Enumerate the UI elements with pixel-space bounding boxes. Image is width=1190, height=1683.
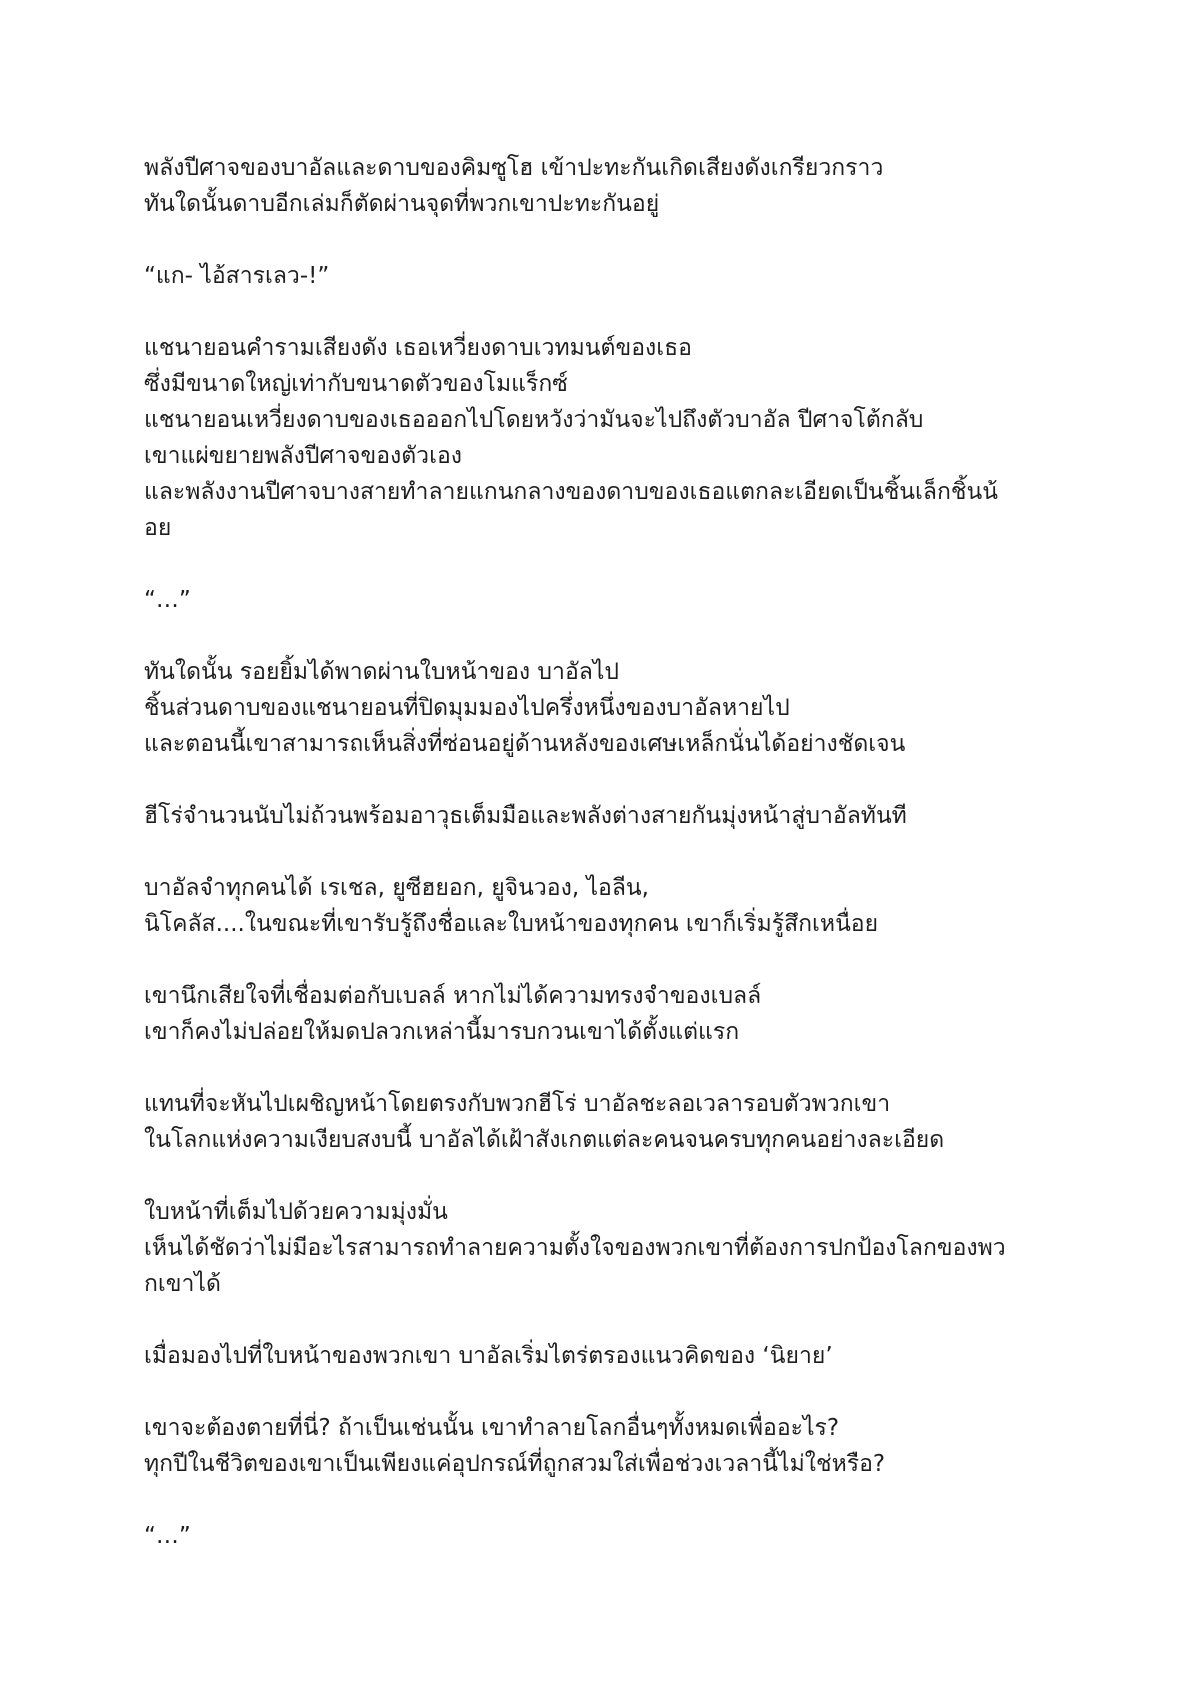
text-line: นิโคลัส....ในขณะที่เขารับรู้ถึงชื่อและใบหน้าของทุกคน เขาก็เริ่มรู้สึกเหนื่อย bbox=[144, 911, 879, 937]
text-line: เห็นได้ชัดว่าไม่มีอะไรสามารถทำลายความตั้งใจของพวกเขาที่ต้องการปกป้องโลกของพว bbox=[144, 1235, 1006, 1261]
paragraph bbox=[144, 870, 1064, 942]
text-line: และตอนนี้เขาสามารถเห็นสิ่งที่ซ่อนอยู่ด้านหลังของเศษเหล็กนั่นได้อย่างชัดเจน bbox=[144, 731, 906, 757]
text-line: บาอัลจำทุกคนได้ เรเชล, ยูซีฮยอก, ยูจินวอง, ไอลีน, bbox=[144, 875, 649, 901]
text-line: พลังปีศาจของบาอัลและดาบของคิมซูโฮ เข้าปะทะกันเกิดเสียงดังเกรียวกราว bbox=[144, 155, 884, 181]
paragraph bbox=[144, 798, 1064, 834]
paragraph bbox=[144, 330, 1064, 546]
text-line: กเขาได้ bbox=[144, 1271, 221, 1297]
paragraph bbox=[144, 1338, 1064, 1374]
text-line: ทุกปีในชีวิตของเขาเป็นเพียงแค่อุปกรณ์ที่ถูกสวมใส่เพื่อช่วงเวลานี้ไม่ใช่หรือ? bbox=[144, 1451, 886, 1477]
paragraph bbox=[144, 654, 1064, 762]
text-line: เขาจะต้องตายที่นี่? ถ้าเป็นเช่นนั้น เขาทำลายโลกอื่นๆทั้งหมดเพื่ออะไร? bbox=[144, 1415, 840, 1441]
paragraph bbox=[144, 1518, 1064, 1554]
text-line: แทนที่จะหันไปเผชิญหน้าโดยตรงกับพวกฮีโร่ บาอัลชะลอเวลารอบตัวพวกเขา bbox=[144, 1091, 891, 1117]
text-line: “…” bbox=[144, 1523, 191, 1549]
paragraph bbox=[144, 978, 1064, 1050]
text-line: ซึ่งมีขนาดใหญ่เท่ากับขนาดตัวของโมแร็กซ์ bbox=[144, 371, 568, 397]
paragraph bbox=[144, 582, 1064, 618]
document-page bbox=[144, 150, 1064, 1590]
text-line: เขาแผ่ขยายพลังปีศาจของตัวเอง bbox=[144, 443, 462, 469]
paragraph bbox=[144, 1194, 1064, 1302]
text-line: แชนายอนเหวี่ยงดาบของเธอออกไปโดยหวังว่ามันจะไปถึงตัวบาอัล ปีศาจโต้กลับ bbox=[144, 407, 924, 433]
paragraph bbox=[144, 150, 1064, 222]
text-line: แชนายอนคำรามเสียงดัง เธอเหวี่ยงดาบเวทมนต์ของเธอ bbox=[144, 335, 692, 361]
text-line: “…” bbox=[144, 587, 191, 613]
paragraph bbox=[144, 258, 1064, 294]
paragraph bbox=[144, 1086, 1064, 1158]
paragraph bbox=[144, 1410, 1064, 1482]
text-line: ในโลกแห่งความเงียบสงบนี้ บาอัลได้เฝ้าสังเกตแต่ละคนจนครบทุกคนอย่างละเอียด bbox=[144, 1127, 945, 1153]
text-line: ใบหน้าที่เต็มไปด้วยความมุ่งมั่น bbox=[144, 1199, 448, 1225]
text-line: ชิ้นส่วนดาบของแชนายอนที่ปิดมุมมองไปครึ่งหนึ่งของบาอัลหายไป bbox=[144, 695, 790, 721]
text-line: เมื่อมองไปที่ใบหน้าของพวกเขา บาอัลเริ่มไตร่ตรองแนวคิดของ ‘นิยาย’ bbox=[144, 1343, 833, 1369]
text-line: อย bbox=[144, 515, 172, 541]
text-line: ฮีโร่จำนวนนับไม่ถ้วนพร้อมอาวุธเต็มมือและพลังต่างสายกันมุ่งหน้าสู่บาอัลทันที bbox=[144, 803, 907, 829]
text-line: และพลังงานปีศาจบางสายทำลายแกนกลางของดาบของเธอแตกละเอียดเป็นชิ้นเล็กชิ้นน้ bbox=[144, 479, 998, 505]
text-line: “แก- ไอ้สารเลว-!” bbox=[144, 263, 330, 289]
text-line: เขานึกเสียใจที่เชื่อมต่อกับเบลล์ หากไม่ได้ความทรงจำของเบลล์ bbox=[144, 983, 762, 1009]
text-line: เขาก็คงไม่ปล่อยให้มดปลวกเหล่านี้มารบกวนเขาได้ตั้งแต่แรก bbox=[144, 1019, 740, 1045]
text-line: ทันใดนั้น รอยยิ้มได้พาดผ่านใบหน้าของ บาอัลไป bbox=[144, 659, 620, 685]
text-line: ทันใดนั้นดาบอีกเล่มก็ตัดผ่านจุดที่พวกเขาปะทะกันอยู่ bbox=[144, 191, 660, 217]
